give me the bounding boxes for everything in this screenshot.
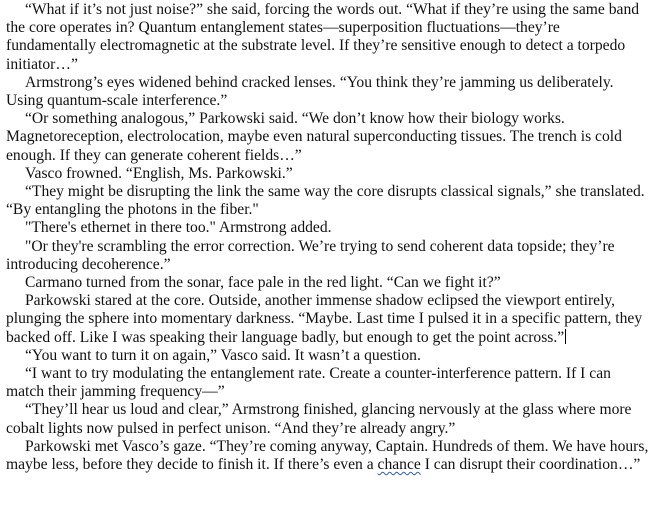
paragraph bbox=[6, 165, 652, 183]
paragraph bbox=[6, 110, 652, 165]
paragraph-text: Vasco frowned. “English, Ms. Parkowski.” bbox=[25, 164, 293, 182]
paragraph-text: "There's ethernet in there too." Armstrong added. bbox=[25, 219, 332, 237]
paragraph bbox=[6, 1, 652, 74]
paragraph bbox=[6, 74, 652, 110]
paragraph-text: “I want to try modulating the entanglement rate. Create a counter-interference pattern. If I can match their jamming frequency—” bbox=[6, 365, 611, 401]
paragraph bbox=[6, 438, 652, 474]
spellcheck-flagged-word[interactable]: chance bbox=[377, 456, 421, 474]
text-cursor bbox=[565, 329, 566, 344]
paragraph bbox=[6, 401, 652, 437]
paragraph bbox=[6, 274, 652, 292]
paragraph bbox=[6, 365, 652, 401]
paragraph-text: “What if it’s not just noise?” she said, forcing the words out. “What if they’re using the same band the core operates in? Quantum entanglement states—superposition fluctuations—they’re fundamentally electromagnetic at the substrate level. If they’re sensitive enough to detect a torpedo initiator…” bbox=[6, 1, 640, 73]
paragraph-text: “Or something analogous,” Parkowski said. “We don’t know how their biology works. Magnetoreception, electrolocation, maybe even natural superconducting tissues. The trench is cold enough. If they can generate coherent fields…” bbox=[6, 110, 622, 164]
document-body[interactable] bbox=[6, 1, 652, 474]
paragraph-text-before: Parkowski met Vasco’s gaze. “They’re coming anyway, Captain. Hundreds of them. We have hours, maybe less, before they decide to finish it. If there’s even a bbox=[6, 437, 649, 474]
paragraph-text: Parkowski stared at the core. Outside, another immense shadow eclipsed the viewport entirely, plunging the sphere into momentary darkness. “Maybe. Last time I pulsed it in a specific pattern, they backed off. Like I was speaking their language badly, but enough to get the point across.” bbox=[6, 292, 643, 346]
paragraph-text: "Or they're scrambling the error correction. We’re trying to send coherent data topside; they’re introducing decoherence.” bbox=[6, 237, 615, 273]
paragraph-text: Carmano turned from the sonar, face pale in the red light. “Can we fight it?” bbox=[25, 274, 501, 292]
paragraph-text: “They’ll hear us loud and clear,” Armstrong finished, glancing nervously at the glass where more cobalt lights now pulsed in perfect unison. “And they’re already angry.” bbox=[6, 401, 632, 437]
paragraph bbox=[6, 347, 652, 365]
paragraph bbox=[6, 292, 652, 347]
paragraph-text: Armstrong’s eyes widened behind cracked lenses. “You think they’re jamming us deliberately. Using quantum-scale interference.” bbox=[6, 73, 614, 110]
paragraph bbox=[6, 219, 652, 237]
paragraph bbox=[6, 238, 652, 274]
paragraph bbox=[6, 183, 652, 219]
paragraph-text: “You want to turn it on again,” Vasco said. It wasn’t a question. bbox=[25, 346, 421, 364]
paragraph-text: “They might be disrupting the link the same way the core disrupts classical signals,” she translated. “By entangling the photons in the fiber." bbox=[6, 183, 645, 219]
paragraph-text-after: I can disrupt their coordination…” bbox=[420, 456, 641, 474]
